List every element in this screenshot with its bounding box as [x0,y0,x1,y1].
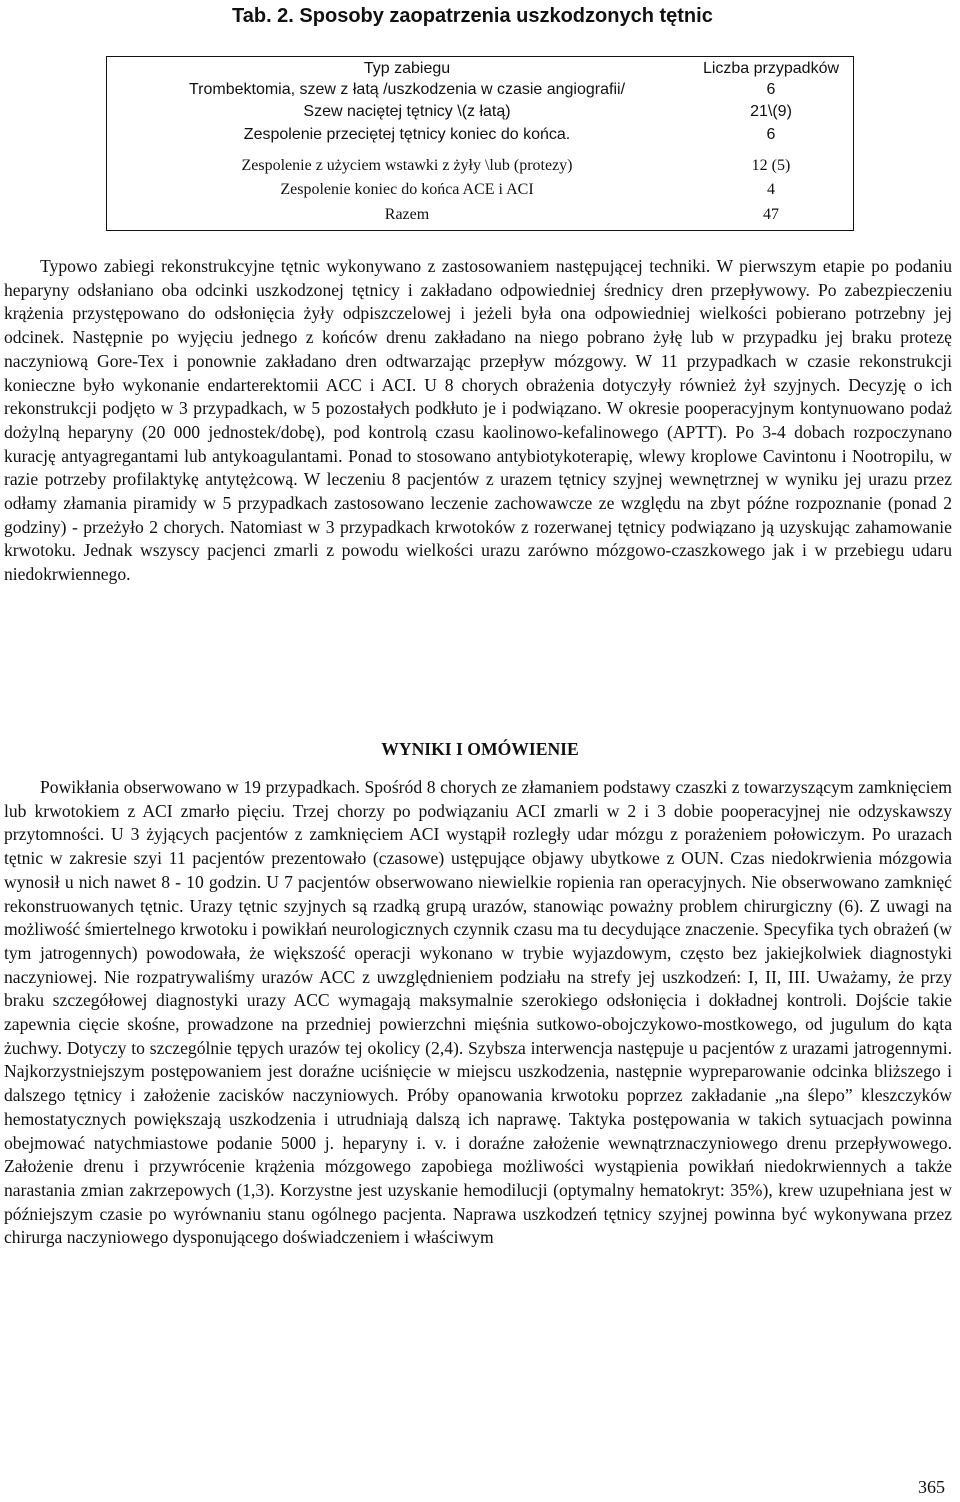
table-cell-cases: 4 [767,181,775,198]
table-row-total [107,203,855,226]
treatment-table [106,56,854,231]
table-cell-cases: 47 [763,206,779,223]
table-cell-cases: 6 [766,81,776,98]
table-header-cases: Liczba przypadków [702,60,840,77]
table-cell-procedure: Razem [384,206,430,223]
page-number: 365 [918,1477,945,1497]
table-row [107,123,855,146]
table-cell-cases: 21\(9) [750,103,792,120]
table-title: Tab. 2. Sposoby zaopatrzenia uszkodzonych tętnic [232,5,713,27]
results-paragraph: Powikłania obserwowano w 19 przypadkach. Spośród 8 chorych ze złamaniem podstawy czaszki z towarzyszącym zamknięciem lub krwotokiem z ACI zmarło pięciu. Trzej chorzy po podwiązaniu ACI zmarli w 2 i 3 dobie pooperacyjnej nie odzyskawszy przytomności. U 3 żyjących pacjentów z zamknięciem ACI wystąpił rozległy udar mózgu z porażeniem połowiczym. Po urazach tętnic w zakresie szyi 11 pacjentów prezentowało (czasowe) ustępujące objawy ubytkowe z OUN. Czas niedokrwienia mózgowia wynosił u nich nawet 8 - 10 godzin. U 7 pacjentów obserwowano niewielkie ropienia ran operacyjnych. Nie obserwowano zamknięć rekonstruowanych tętnic. Urazy tętnic szyjnych są rzadką grupą urazów, stanowiąc poważny problem chirurgiczny (6). Z uwagi na możliwość śmiertelnego krwotoku i powikłań neurologicznych czynnik czasu ma tu decydujące znaczenie. Specyfika tych obrażeń (w tym jatrogennych) powodowała, że większość operacji wykonano w trybie wyjazdowym, często bez jakiejkolwiek diagnostyki naczyniowej. Nie rozpatrywaliśmy urazów ACC z uwzględnieniem podziału na strefy jej uszkodzeń: I, II, III. Uważamy, że przy braku szczegółowej diagnostyki urazy ACC wymagają maksymalnie szerokiego odsłonięcia i dokładnej kontroli. Dojście takie zapewnia cięcie skośne, prowadzone na przedniej powierzchni mięśnia sutkowo-obojczykowo-mostkowego, od jugulum do kąta żuchwy. Dotyczy to szczególnie tępych urazów tej okolicy (2,4). Szybsza interwencja następuje u pacjentów z urazami jatrogennymi. Najkorzystniejszym postępowaniem jest doraźne uciśnięcie w miejscu uszkodzenia, następnie wypreparowanie odcinka bliższego i dalszego tętnicy i założenie zacisków naczyniowych. Próby opanowania krwotoku poprzez zakładanie „na ślepo” kleszczyków hemostatycznych powiększają uszkodzenia i utrudniają dalszą ich naprawę. Taktyka postępowania w takich sytuacjach powinna obejmować natychmiastowe podanie 5000 j. heparyny i. v. i doraźne założenie wewnątrznaczyniowego drenu przepływowego. Założenie drenu i przywrócenie krążenia mózgowego zapobiega możliwości wystąpienia powikłań niedokrwiennych a także narastania zmian zakrzepowych (1,3). Korzystne jest uzyskanie hemodilucji (optymalny hematokryt: 35%), krew uzupełniana jest w późniejszym czasie po wyrównaniu stanu ogólnego pacjenta. Naprawa uszkodzeń tętnicy szyjnej powinna być wykonywana przez chirurga naczyniowego dysponującego doświadczeniem i właściwym [4,777,952,1248]
table-cell-cases: 12 (5) [751,157,791,174]
section-heading-results: WYNIKI I OMÓWIENIE [381,739,579,759]
table-row [107,178,855,201]
table-header-row [107,57,855,80]
table-cell-procedure: Zespolenie z użyciem wstawki z żyły \lub (protezy) [241,157,573,174]
table-row [107,78,855,101]
table-header-procedure: Typ zabiegu [363,60,451,77]
table-row [107,100,855,123]
methods-paragraph: Typowo zabiegi rekonstrukcyjne tętnic wykonywano z zastosowaniem następującej techniki. W pierwszym etapie po podaniu heparyny odsłaniano oba odcinki uszkodzonej tętnicy i zakładano odpowiedniej średnicy dren przepływowy. Po zabezpieczeniu krążenia przystępowano do odsłonięcia żyły odpiszczelowej i jeżeli była ona odpowiedniej wielkości pobierano potrzebny jej odcinek. Następnie po wyjęciu jednego z końców drenu zakładano na niego pobrano żyłę lub w przypadku jej braku protezę naczyniową Gore-Tex i ponownie zakładano dren odtwarzając przepływ mózgowy. W 11 przypadkach w czasie rekonstrukcji konieczne było wykonanie endarterektomii ACC i ACI. U 8 chorych obrażenia dotyczyły również żył szyjnych. Decyzję o ich rekonstrukcji podjęto w 3 przypadkach, w 5 pozostałych podkłuto je i podwiązano. W okresie pooperacyjnym kontynuowano podaż dożylną heparyny (20 000 jednostek/dobę), pod kontrolą czasu kaolinowo-kefalinowego (APTT). Po 3-4 dobach rozpoczynano kurację antyagregantami lub antykoagulantami. Ponad to stosowano antybiotykoterapię, wlewy kroplowe Cavintonu i Nootropilu, w razie potrzeby profilaktykę antytężcową. W leczeniu 8 pacjentów z urazem tętnicy szyjnej wewnętrznej w wyniku jej urazu przez odłamy złamania piramidy w 5 przypadkach zastosowano leczenie zachowawcze ze względu na zbyt późne rozpoznanie (ponad 2 godziny) - przeżyło 2 chorych. Natomiast w 3 przypadkach krwotoków z rozerwanej tętnicy podwiązano ją uzyskując zahamowanie krwotoku. Jednak wszyscy pacjenci zmarli z powodu wielkości urazu zarówno mózgowo-czaszkowego jak i w przebiegu udaru niedokrwiennego. [4,256,952,585]
table-cell-procedure: Zespolenie przeciętej tętnicy koniec do końca. [243,126,571,143]
table-cell-procedure: Szew naciętej tętnicy \(z łatą) [303,103,511,120]
table-cell-procedure: Trombektomia, szew z łatą /uszkodzenia w czasie angiografii/ [188,81,626,98]
table-cell-procedure: Zespolenie koniec do końca ACE i ACI [280,181,534,198]
table-row [107,154,855,177]
table-cell-cases: 6 [766,126,776,143]
